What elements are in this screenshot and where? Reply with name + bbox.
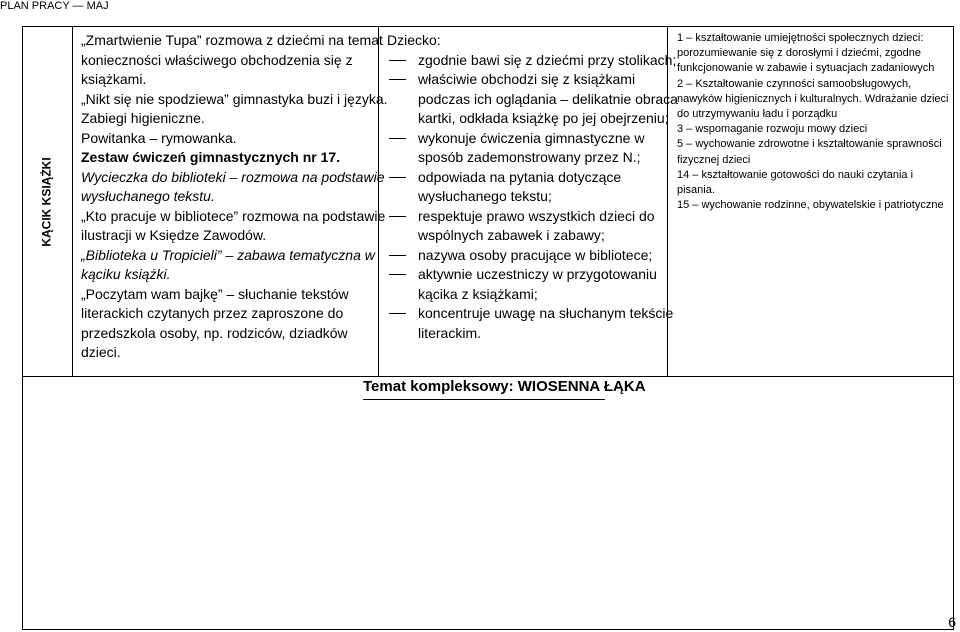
dash-bullet-icon [389, 274, 406, 275]
outcome-item: zgodnie bawi się z dziećmi przy stolikach; [387, 51, 687, 71]
activity-item: „Kto pracuje w bibliotece” rozmowa na podstawie ilustracji w Księdze Zawodów. [81, 207, 386, 243]
column-divider [72, 27, 73, 376]
activity-item: „Nikt się nie spodziewa” gimnastyka buzi i języka. [81, 90, 388, 107]
activities-column [81, 31, 391, 363]
activity-item: Wycieczka do biblioteki – rozmowa na podstawie wysłuchanego tekstu. [81, 168, 385, 204]
page-number: 6 [948, 614, 956, 630]
activity-item: „Zmartwienie Tupa” rozmowa z dziećmi na temat konieczności właściwego obchodzenia się z książkami. [81, 32, 383, 87]
child-outcomes-column [387, 31, 687, 343]
outcome-item: odpowiada na pytania dotyczące wysłuchanego tekstu; [387, 168, 687, 207]
goals-column [677, 31, 952, 213]
goal-item: 15 – wychowanie rodzinne, obywatelskie i patriotyczne [677, 199, 944, 212]
activity-item: Zestaw ćwiczeń gimnastycznych nr 17. [81, 149, 341, 165]
dash-bullet-icon [389, 216, 406, 217]
topic-title: Temat kompleksowy: WIOSENNA ŁĄKA [363, 378, 646, 395]
page-header: PLAN PRACY — MAJ [0, 0, 109, 12]
activity-item: „Poczytam wam bajkę” – słuchanie tekstów literackich czytanych przez zaproszone do przedszkola osoby, np. rodziców, dziadków dzieci. [81, 285, 349, 360]
child-heading: Dziecko: [387, 32, 441, 48]
topic-underline [363, 399, 605, 400]
goal-item: 2 – Kształtowanie czynności samoobsługowych, nawyków higienicznych i kulturalnych. Wdrażanie dzieci do utrzymywaniu ładu i porządku [677, 77, 949, 121]
topic-section [22, 376, 954, 630]
dash-bullet-icon [389, 255, 406, 256]
outcome-item: nazywa osoby pracujące w bibliotece; [387, 246, 687, 266]
activity-item: Zabiegi higieniczne. [81, 110, 205, 126]
dash-bullet-icon [389, 177, 406, 178]
corner-label: KĄCIK KSIĄŻKI [39, 156, 54, 247]
goal-item: 1 – kształtowanie umiejętności społecznych dzieci: porozumiewanie się z dorosłymi i dziećmi, zgodne funkcjonowanie w zabawie i sytuacjach zadaniowych [677, 32, 935, 75]
dash-bullet-icon [389, 138, 406, 139]
dash-bullet-icon [389, 79, 406, 80]
goal-item: 14 – kształtowanie gotowości do nauki czytania i pisania. [677, 168, 914, 197]
goal-item: 5 – wychowanie zdrowotne i kształtowanie sprawności fizycznej dzieci [677, 138, 942, 166]
outcome-item: aktywnie uczestniczy w przygotowaniu kącika z książkami; [387, 265, 687, 304]
activity-item: „Biblioteka u Tropicieli” – zabawa tematyczna w kąciku książki. [81, 246, 375, 282]
outcome-item: właściwie obchodzi się z książkami podczas ich oglądania – delikatnie obraca kartki, odkłada książkę po jej obejrzeniu; [387, 70, 687, 129]
plan-table [22, 26, 954, 377]
outcome-item: respektuje prawo wszystkich dzieci do wspólnych zabawek i zabawy; [387, 207, 687, 246]
outcome-item: wykonuje ćwiczenia gimnastyczne w sposób zademonstrowany przez N.; [387, 129, 687, 168]
dash-bullet-icon [389, 313, 406, 314]
dash-bullet-icon [389, 60, 406, 61]
outcome-item: koncentruje uwagę na słuchanym tekście literackim. [387, 304, 687, 343]
corner-label-cell [23, 27, 70, 376]
activity-item: Powitanka – rymowanka. [81, 129, 237, 146]
goal-item: 3 – wspomaganie rozwoju mowy dzieci [677, 123, 868, 136]
